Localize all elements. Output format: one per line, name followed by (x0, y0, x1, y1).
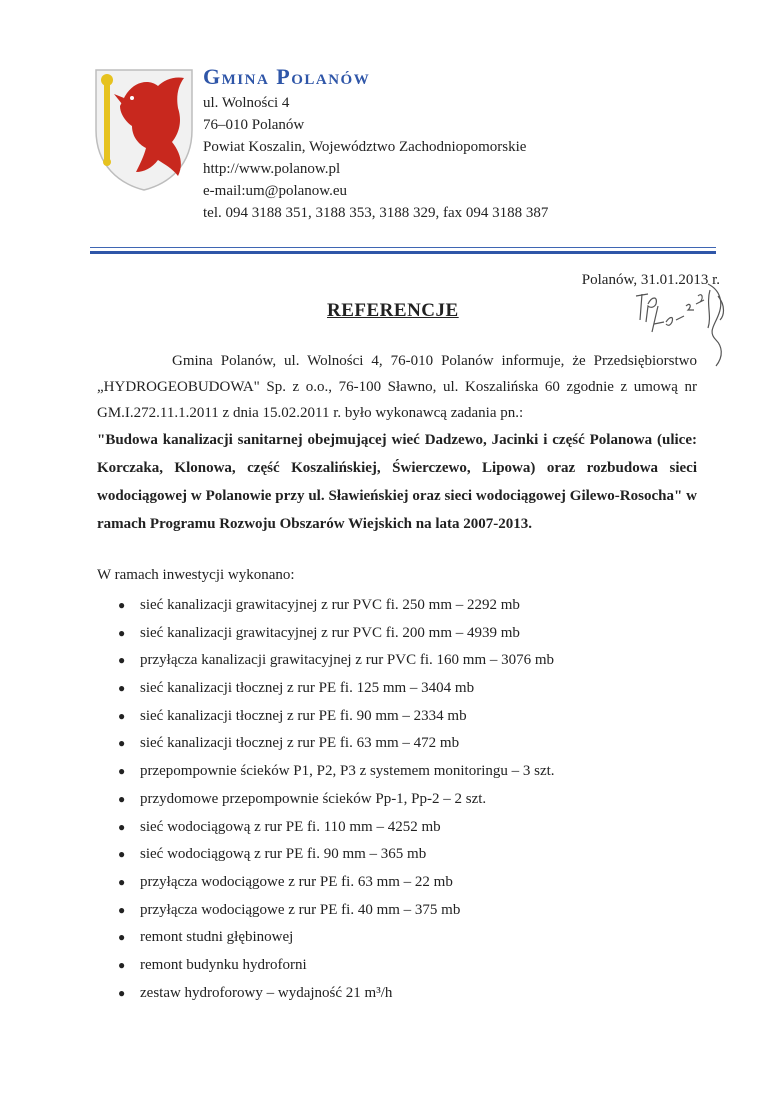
list-intro: W ramach inwestycji wykonano: (97, 567, 295, 583)
list-item: ● przydomowe przepompownie ścieków Pp-1, Pp-2 – 2 szt. (118, 786, 555, 814)
list-item: ● sieć kanalizacji tłocznej z rur PE fi. 90 mm – 2334 mb (118, 703, 555, 731)
list-item: ● przyłącza kanalizacji grawitacyjnej z rur PVC fi. 160 mm – 3076 mb (118, 647, 555, 675)
document-title: REFERENCJE (327, 300, 459, 321)
list-item: ● sieć wodociągową z rur PE fi. 90 mm – 365 mb (118, 841, 555, 869)
letter-body (97, 348, 697, 538)
bullet-icon: ● (118, 653, 126, 668)
project-title-paragraph: "Budowa kanalizacji sanitarnej obejmującej wieć Dadzewo, Jacinki i część Polanowa (ulice: Korczaka, Klonowa, część Koszalińskiej, Świerczewo, Lipowa) oraz rozbudowa sieci wodociągowej w Polanowie przy ul. Sławieńskiej oraz sieci wodociągowej Gilewo-Rosocha" w ramach Programu Rozwoju Obszarów Wiejskich na lata 2007-2013. (97, 432, 697, 532)
list-item: ● remont budynku hydroforni (118, 952, 555, 980)
phone-line: tel. 094 3188 351, 3188 353, 3188 329, fax 094 3188 387 (203, 205, 549, 221)
bullet-icon: ● (118, 957, 126, 972)
gmina-crest-logo (92, 68, 196, 192)
header-divider-thick (90, 251, 716, 254)
bullet-icon: ● (118, 902, 126, 917)
bullet-icon: ● (118, 791, 126, 806)
address-postal: 76–010 Polanów (203, 117, 305, 133)
list-item: ● sieć kanalizacji grawitacyjnej z rur PVC fi. 200 mm – 4939 mb (118, 620, 555, 648)
list-item: ● sieć kanalizacji tłocznej z rur PE fi. 125 mm – 3404 mb (118, 675, 555, 703)
bullet-icon: ● (118, 708, 126, 723)
bullet-icon: ● (118, 625, 126, 640)
list-item: ● sieć kanalizacji tłocznej z rur PE fi. 63 mm – 472 mb (118, 730, 555, 758)
list-item: ● przyłącza wodociągowe z rur PE fi. 40 mm – 375 mb (118, 897, 555, 925)
list-item: ● zestaw hydroforowy – wydajność 21 m³/h (118, 980, 555, 1008)
address-street: ul. Wolności 4 (203, 95, 290, 111)
org-name: Gmina Polanów (203, 64, 371, 89)
bullet-icon: ● (118, 930, 126, 945)
bullet-icon: ● (118, 819, 126, 834)
bullet-icon: ● (118, 764, 126, 779)
list-item: ● sieć kanalizacji grawitacyjnej z rur PVC fi. 250 mm – 2292 mb (118, 592, 555, 620)
letterhead (203, 62, 548, 224)
intro-paragraph: Gmina Polanów, ul. Wolności 4, 76-010 Polanów informuje, że Przedsiębiorstwo „HYDROGEOBUDOWA" Sp. z o.o., 76-100 Sławno, ul. Koszalińska 60 zgodnie z umową nr GM.I.272.11.1.2011 z dnia 15.02.2011 r. było wykonawcą zadania pn.: (97, 353, 697, 421)
date-line: Polanów, 31.01.2013 r. (581, 272, 720, 288)
list-item: ● przyłącza wodociągowe z rur PE fi. 63 mm – 22 mb (118, 869, 555, 897)
bullet-icon: ● (118, 681, 126, 696)
address-region: Powiat Koszalin, Województwo Zachodniopomorskie (203, 139, 527, 155)
bullet-icon: ● (118, 847, 126, 862)
works-list (118, 592, 555, 1007)
list-item: ● remont studni głębinowej (118, 924, 555, 952)
bullet-icon: ● (118, 736, 126, 751)
website-link[interactable]: http://www.polanow.pl (203, 161, 341, 177)
bullet-icon: ● (118, 598, 126, 612)
list-item: ● sieć wodociągową z rur PE fi. 110 mm – 4252 mb (118, 814, 555, 842)
list-item: ● przepompownie ścieków P1, P2, P3 z systemem monitoringu – 3 szt. (118, 758, 555, 786)
header-divider-thin (90, 247, 716, 248)
bullet-icon: ● (118, 985, 126, 1000)
email-link[interactable]: e-mail:um@polanow.eu (203, 183, 348, 199)
bullet-icon: ● (118, 874, 126, 889)
